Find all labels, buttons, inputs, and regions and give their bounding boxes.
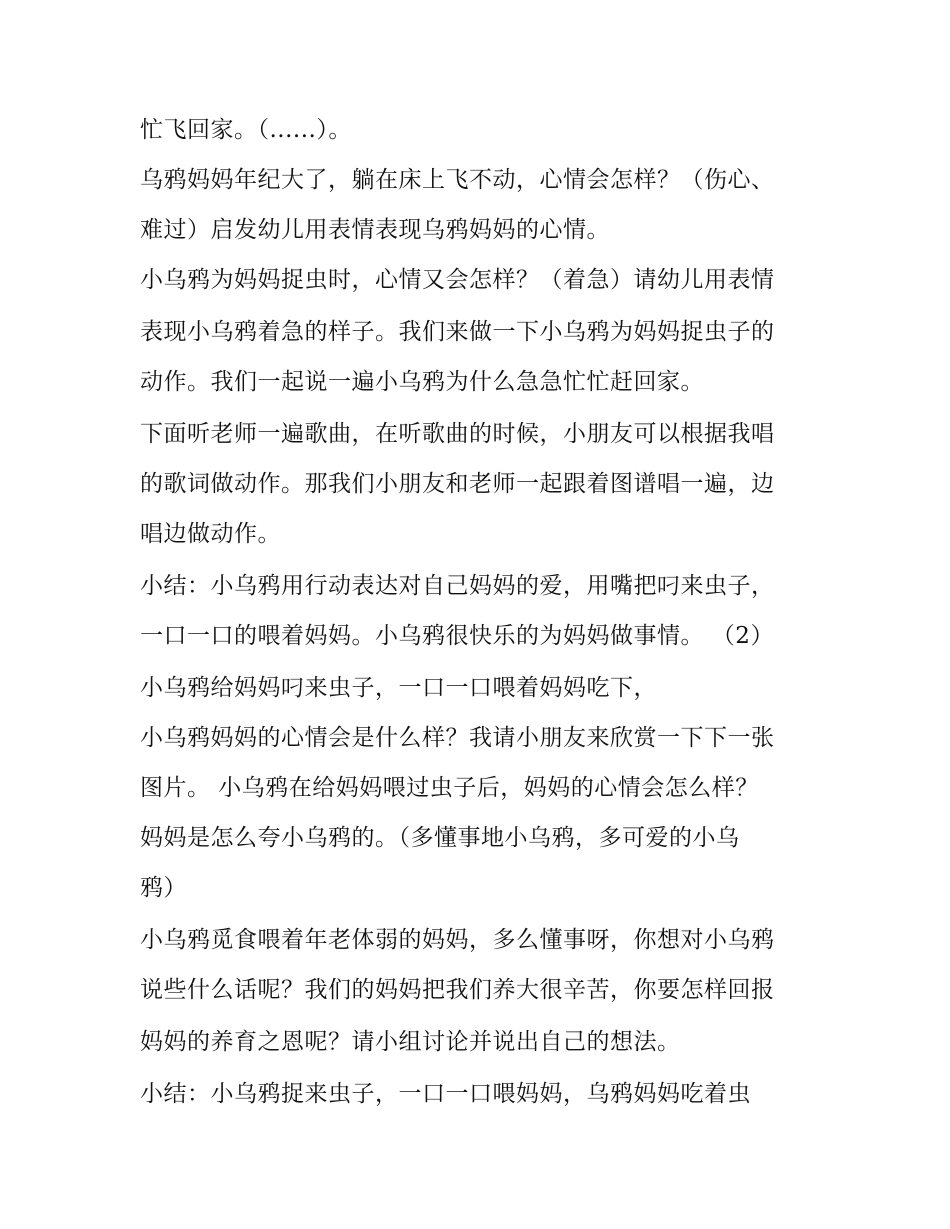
text-line: 小乌鸦妈妈的心情会是什么样？我请小朋友来欣赏一下下一张 — [140, 725, 775, 751]
text-line: 下面听老师一遍歌曲，在听歌曲的时候，小朋友可以根据我唱 — [140, 421, 775, 447]
text-line: 小乌鸦为妈妈捉虫时，心情又会怎样？（着急）请幼儿用表情 — [140, 267, 775, 293]
text-line: 妈妈的养育之恩呢？请小组讨论并说出自己的想法。 — [140, 1029, 681, 1055]
text-line: 小乌鸦给妈妈叼来虫子，一口一口喂着妈妈吃下， — [140, 675, 657, 701]
text-line: 小乌鸦觅食喂着年老体弱的妈妈，多么懂事呀，你想对小乌鸦 — [140, 927, 775, 953]
text-line: 一口一口的喂着妈妈。小乌鸦很快乐的为妈妈做事情。 （2） — [140, 623, 774, 649]
text-line: 忙飞回家。（......）。 — [140, 117, 352, 143]
text-line: 说些什么话呢？我们的妈妈把我们养大很辛苦，你要怎样回报 — [140, 977, 775, 1003]
text-line: 图片。 小乌鸦在给妈妈喂过虫子后，妈妈的心情会怎么样？ — [140, 775, 759, 801]
text-line: 唱边做动作。 — [140, 521, 281, 547]
text-line: 动作。我们一起说一遍小乌鸦为什么急急忙忙赶回家。 — [140, 369, 704, 395]
text-line: 妈妈是怎么夸小乌鸦的。（多懂事地小乌鸦，多可爱的小乌 — [140, 825, 740, 851]
text-line: 表现小乌鸦着急的样子。我们来做一下小乌鸦为妈妈捉虫子的 — [140, 319, 775, 345]
text-line: 的歌词做动作。那我们小朋友和老师一起跟着图谱唱一遍，边 — [140, 471, 775, 497]
text-line: 乌鸦妈妈年纪大了，躺在床上飞不动，心情会怎样？（伤心、 — [140, 167, 775, 193]
text-line: 小结：小乌鸦用行动表达对自己妈妈的爱，用嘴把叼来虫子， — [140, 573, 775, 599]
text-line: 难过）启发幼儿用表情表现乌鸦妈妈的心情。 — [140, 217, 610, 243]
text-line: 鸦） — [140, 875, 187, 901]
text-line: 小结：小乌鸦捉来虫子，一口一口喂妈妈，乌鸦妈妈吃着虫 — [140, 1081, 751, 1107]
